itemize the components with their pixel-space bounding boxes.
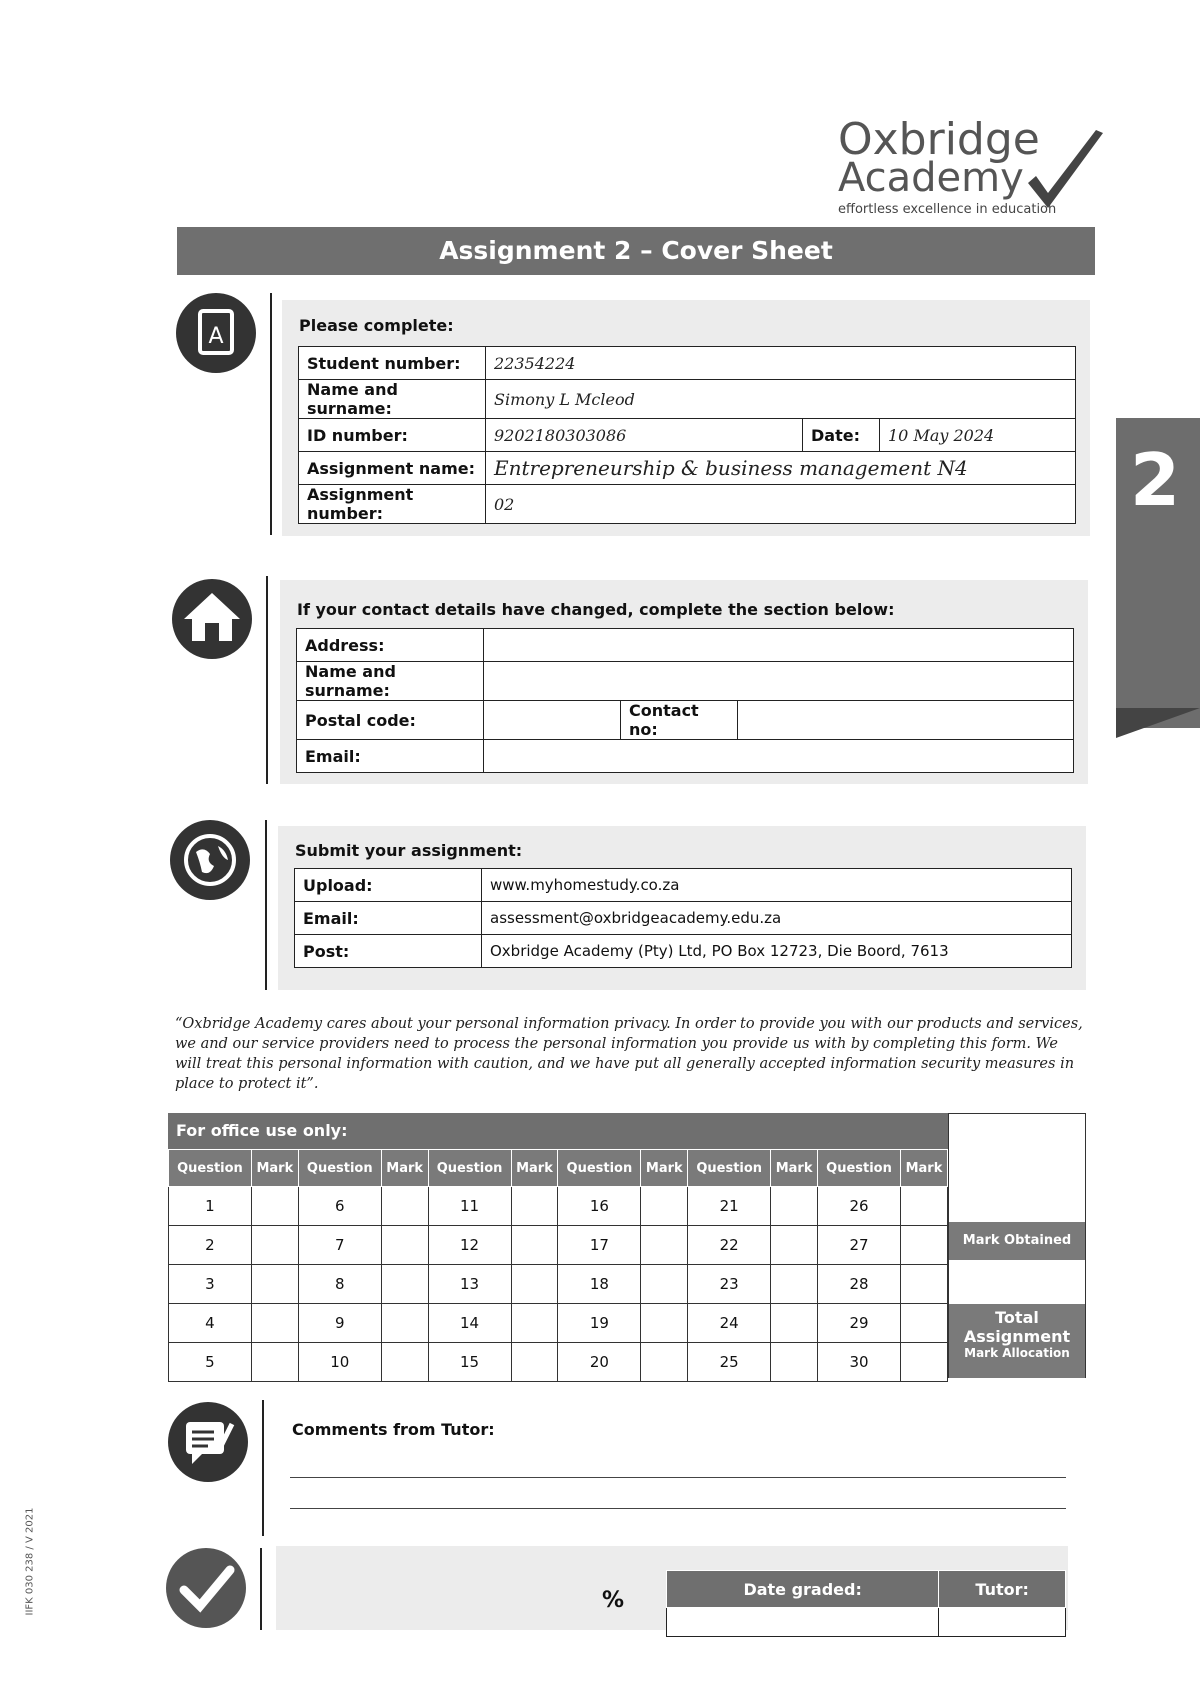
question-number: 21 (688, 1187, 771, 1226)
mark-cell[interactable] (251, 1304, 298, 1343)
address-label: Address: (297, 629, 484, 662)
mark-cell[interactable] (771, 1265, 818, 1304)
question-header: Question (688, 1150, 771, 1187)
mark-cell[interactable] (511, 1226, 558, 1265)
comment-line-2[interactable] (290, 1508, 1066, 1509)
address-field[interactable] (484, 629, 1074, 662)
submit-table (294, 868, 1072, 968)
assignment-name-field[interactable]: Entrepreneurship & business management N4 (486, 452, 1076, 485)
question-number: 19 (558, 1304, 641, 1343)
assignment-name-label: Assignment name: (299, 452, 486, 485)
svg-text:A: A (208, 324, 224, 349)
date-label: Date: (803, 419, 880, 452)
percent-sign: % (602, 1588, 625, 1613)
question-number: 3 (169, 1265, 252, 1304)
mark-cell[interactable] (900, 1226, 947, 1265)
question-number: 14 (428, 1304, 511, 1343)
assignment-number-field[interactable]: 02 (486, 485, 1076, 524)
question-number: 29 (818, 1304, 901, 1343)
mark-cell[interactable] (900, 1343, 947, 1382)
home-icon (172, 579, 252, 659)
contact-details-table (296, 628, 1074, 773)
table-row (169, 1343, 948, 1382)
mark-cell[interactable] (771, 1226, 818, 1265)
grade-panel (276, 1546, 1068, 1630)
comment-line-1[interactable] (290, 1477, 1066, 1478)
question-number: 2 (169, 1226, 252, 1265)
name-field[interactable]: Simony L Mcleod (486, 380, 1076, 419)
mark-header: Mark (511, 1150, 558, 1187)
section-divider (266, 576, 268, 784)
mark-cell[interactable] (381, 1265, 428, 1304)
office-use-label: For office use only: (168, 1113, 948, 1149)
date-graded-label: Date graded: (667, 1571, 939, 1608)
table-row (169, 1265, 948, 1304)
upload-label: Upload: (295, 869, 482, 902)
mark-cell[interactable] (771, 1343, 818, 1382)
personal-details-panel (282, 300, 1090, 536)
mark-cell[interactable] (251, 1343, 298, 1382)
question-number: 6 (298, 1187, 381, 1226)
question-header: Question (818, 1150, 901, 1187)
date-graded-field[interactable] (667, 1608, 939, 1637)
total-line2: Assignment (963, 1327, 1071, 1346)
name-label: Name and surname: (299, 380, 486, 419)
mark-cell[interactable] (511, 1187, 558, 1226)
question-number: 30 (818, 1343, 901, 1382)
student-number-field[interactable]: 22354224 (486, 347, 1076, 380)
grade-table (666, 1570, 1066, 1637)
question-number: 11 (428, 1187, 511, 1226)
contact-email-field[interactable] (484, 740, 1074, 773)
tutor-label: Tutor: (939, 1571, 1066, 1608)
submit-label: Submit your assignment: (295, 841, 523, 860)
mark-header: Mark (381, 1150, 428, 1187)
mark-cell[interactable] (511, 1265, 558, 1304)
mark-cell[interactable] (251, 1187, 298, 1226)
mark-cell[interactable] (381, 1343, 428, 1382)
contact-number-field[interactable] (738, 701, 1074, 740)
question-number: 23 (688, 1265, 771, 1304)
mark-cell[interactable] (771, 1187, 818, 1226)
question-number: 24 (688, 1304, 771, 1343)
student-number-label: Student number: (299, 347, 486, 380)
mark-cell[interactable] (381, 1304, 428, 1343)
submit-panel (278, 826, 1086, 990)
tab-fold-icon (1116, 708, 1200, 748)
mark-cell[interactable] (900, 1265, 947, 1304)
mark-cell[interactable] (641, 1226, 688, 1265)
question-header: Question (558, 1150, 641, 1187)
mark-header: Mark (771, 1150, 818, 1187)
post-address: Oxbridge Academy (Pty) Ltd, PO Box 12723, Die Boord, 7613 (482, 935, 1072, 968)
question-number: 4 (169, 1304, 252, 1343)
mark-cell[interactable] (900, 1304, 947, 1343)
document-icon (176, 293, 256, 373)
comments-label: Comments from Tutor: (292, 1420, 495, 1439)
section-divider (262, 1400, 264, 1536)
section-divider (260, 1548, 262, 1630)
logo-tagline: effortless excellence in education (838, 202, 1057, 217)
document-code: IIFK 030 238 / V 2021 (24, 1507, 36, 1616)
submit-email-label: Email: (295, 902, 482, 935)
globe-icon (170, 820, 250, 900)
mark-header: Mark (251, 1150, 298, 1187)
marks-grid (168, 1149, 948, 1382)
question-number: 22 (688, 1226, 771, 1265)
contact-name-label: Name and surname: (297, 662, 484, 701)
question-number: 13 (428, 1265, 511, 1304)
question-header: Question (169, 1150, 252, 1187)
id-number-label: ID number: (299, 419, 486, 452)
question-number: 27 (818, 1226, 901, 1265)
question-number: 28 (818, 1265, 901, 1304)
contact-number-label: Contact no: (621, 701, 738, 740)
date-field[interactable]: 10 May 2024 (880, 419, 1076, 452)
total-line1: Total (995, 1308, 1039, 1327)
question-number: 12 (428, 1226, 511, 1265)
postal-code-field[interactable] (484, 701, 621, 740)
mark-cell[interactable] (900, 1187, 947, 1226)
page-title: Assignment 2 – Cover Sheet (177, 227, 1095, 275)
assignment-number-label: Assignment number: (299, 485, 486, 524)
contact-name-field[interactable] (484, 662, 1074, 701)
question-number: 8 (298, 1265, 381, 1304)
total-line3: Mark Allocation (964, 1346, 1070, 1360)
oxbridge-logo (838, 114, 1108, 228)
total-allocation-label (949, 1304, 1085, 1378)
question-number: 1 (169, 1187, 252, 1226)
question-number: 5 (169, 1343, 252, 1382)
tutor-field[interactable] (939, 1608, 1066, 1637)
submit-email-link[interactable]: assessment@oxbridgeacademy.edu.za (482, 902, 1072, 935)
question-number: 26 (818, 1187, 901, 1226)
please-complete-label: Please complete: (299, 316, 454, 335)
contact-details-panel (280, 580, 1088, 784)
contact-email-label: Email: (297, 740, 484, 773)
logo-line2: Academy (838, 155, 1024, 201)
question-header: Question (428, 1150, 511, 1187)
post-label: Post: (295, 935, 482, 968)
contact-changed-label: If your contact details have changed, complete the section below: (297, 600, 895, 619)
question-number: 10 (298, 1343, 381, 1382)
mark-header: Mark (641, 1150, 688, 1187)
personal-details-table (298, 346, 1076, 524)
section-divider (265, 820, 267, 990)
question-number: 18 (558, 1265, 641, 1304)
id-number-field[interactable]: 9202180303086 (486, 419, 803, 452)
table-row (169, 1226, 948, 1265)
table-row (169, 1304, 948, 1343)
comment-icon (168, 1402, 248, 1482)
section-tab-number: 2 (1130, 438, 1181, 522)
mark-cell[interactable] (641, 1265, 688, 1304)
office-use-table (168, 1113, 1086, 1378)
mark-cell[interactable] (251, 1265, 298, 1304)
question-number: 16 (558, 1187, 641, 1226)
table-row (169, 1187, 948, 1226)
postal-code-label: Postal code: (297, 701, 484, 740)
upload-link[interactable]: www.myhomestudy.co.za (482, 869, 1072, 902)
mark-cell[interactable] (381, 1226, 428, 1265)
mark-cell[interactable] (641, 1304, 688, 1343)
mark-cell[interactable] (511, 1304, 558, 1343)
mark-cell[interactable] (641, 1187, 688, 1226)
question-number: 9 (298, 1304, 381, 1343)
question-number: 20 (558, 1343, 641, 1382)
mark-cell[interactable] (381, 1187, 428, 1226)
mark-cell[interactable] (641, 1343, 688, 1382)
mark-obtained-label: Mark Obtained (949, 1222, 1085, 1260)
mark-cell[interactable] (771, 1304, 818, 1343)
totals-panel (948, 1113, 1086, 1378)
mark-cell[interactable] (251, 1226, 298, 1265)
mark-header: Mark (900, 1150, 947, 1187)
section-tab (1116, 418, 1200, 728)
question-number: 17 (558, 1226, 641, 1265)
question-header: Question (298, 1150, 381, 1187)
question-number: 25 (688, 1343, 771, 1382)
question-number: 7 (298, 1226, 381, 1265)
section-divider (270, 293, 272, 535)
question-number: 15 (428, 1343, 511, 1382)
privacy-notice: “Oxbridge Academy cares about your personal information privacy. In order to provide you with our products and services, we and our service providers need to process the personal information you provide us with by completing this form. We will treat this personal information with caution, and we have put all generally accepted information security measures in place to protect it”. (175, 1016, 1083, 1092)
approved-check-icon (166, 1548, 246, 1628)
logo-line1: Oxbridge (838, 114, 1040, 165)
mark-cell[interactable] (511, 1343, 558, 1382)
